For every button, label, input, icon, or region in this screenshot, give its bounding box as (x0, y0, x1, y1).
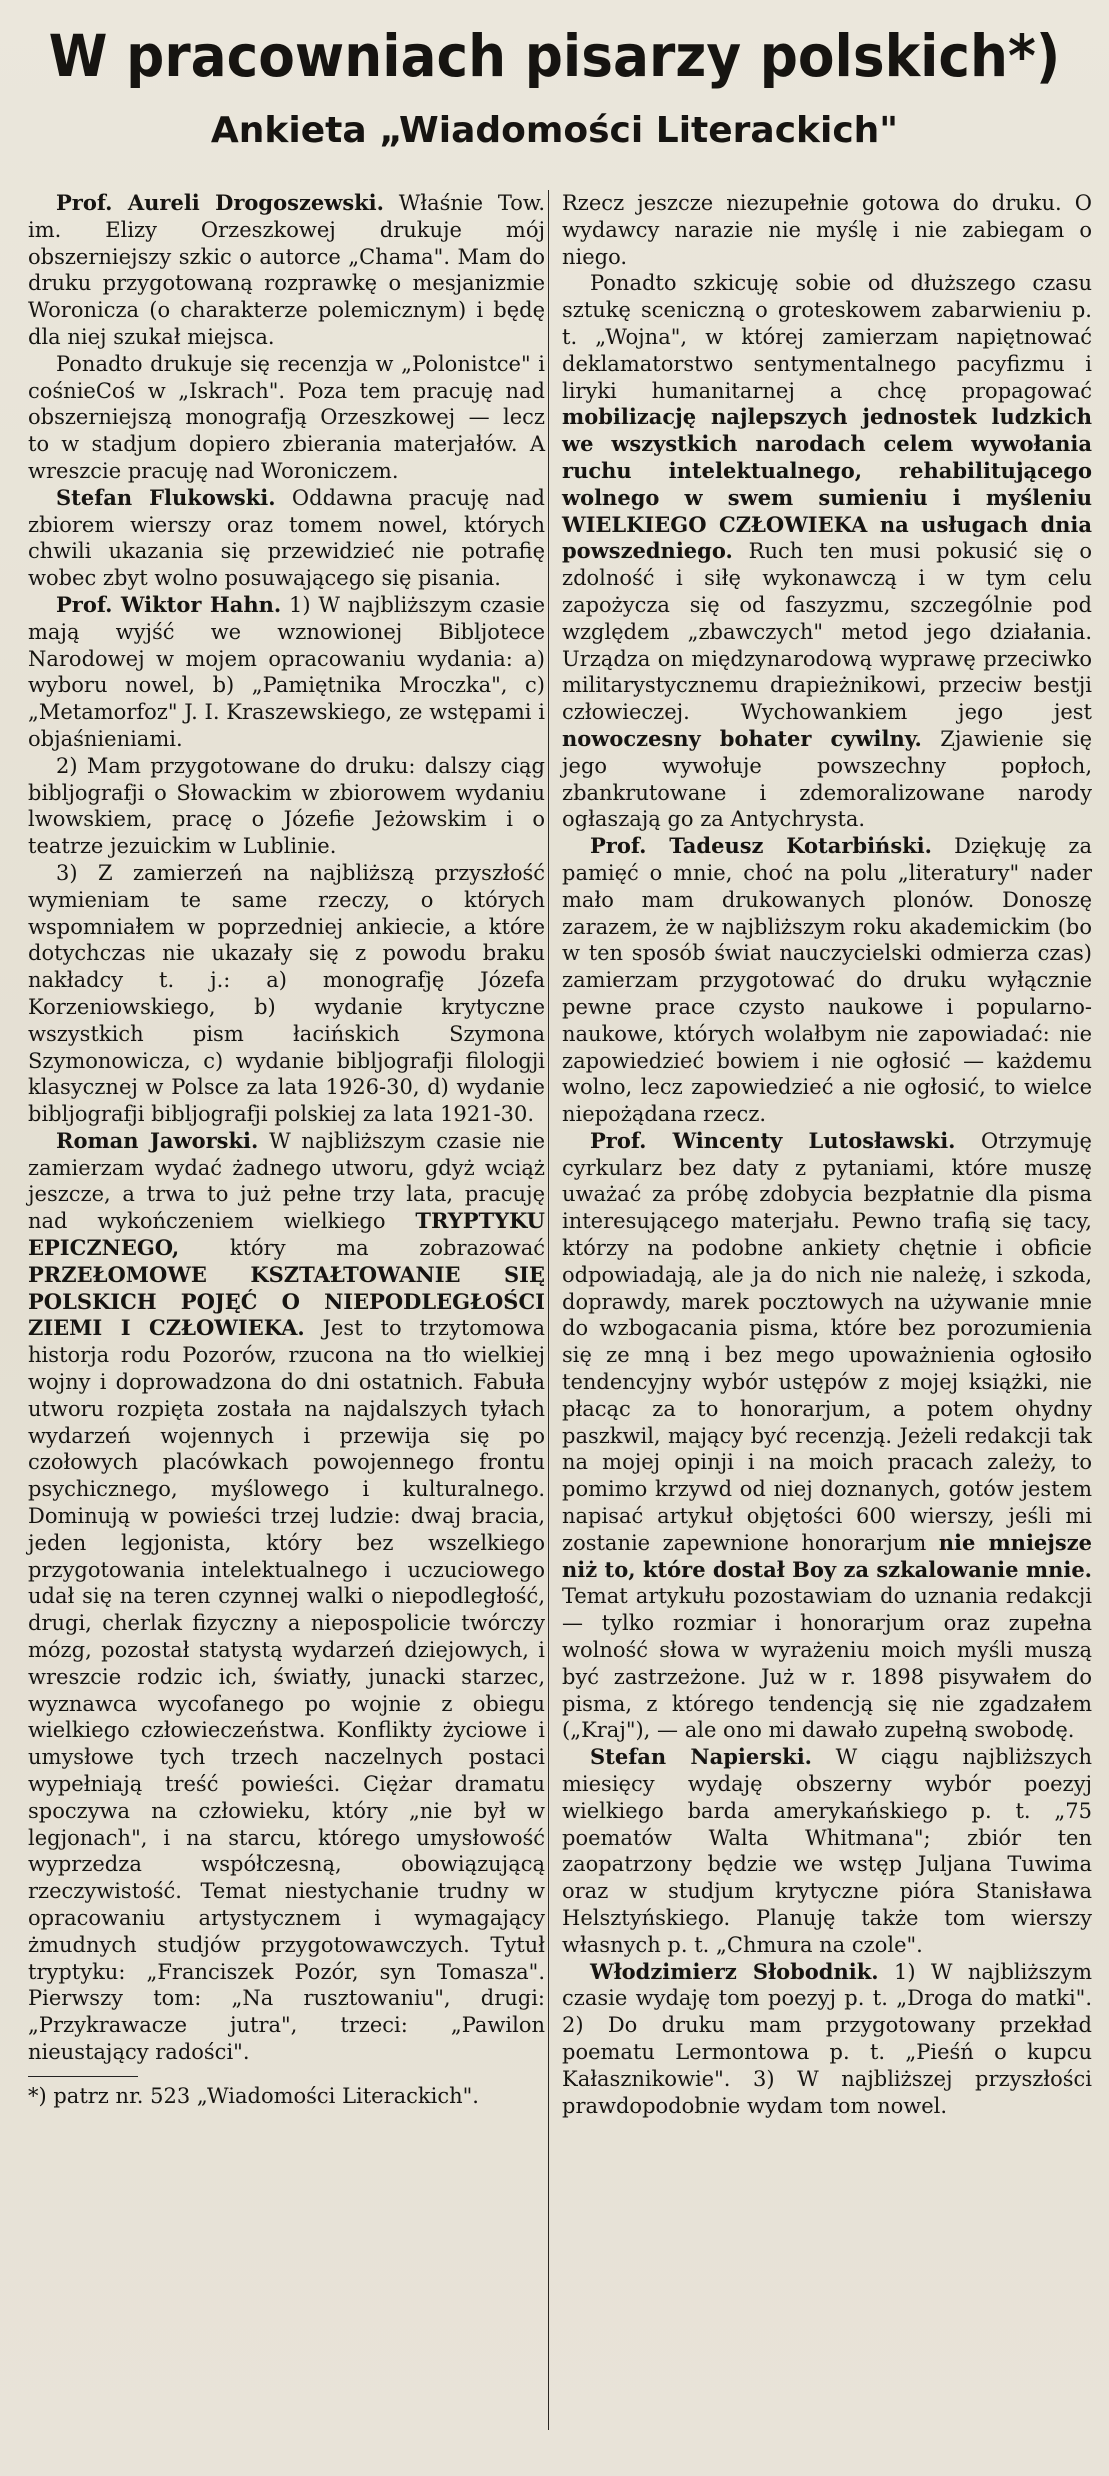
answer-text: W najbliższym czasie nie zamierzam wydać żadnego utworu, gdyż wciąż jeszcze, a trwa to już pełne trzy lata, pracuję nad wykończeniem wielkiego (28, 1128, 545, 1234)
answer-jaworski-cont: Rzecz jeszcze niezupełnie gotowa do druku. O wydawcy narazie nie myślę i nie zabiegam o niego. (562, 191, 1092, 269)
answer-drogoszewski-cont: Ponadto drukuje się recenzja w „Polonistce" i cośnieCoś w „Iskrach". Poza tem pracuję nad obszerniejszą monografją Orzeszkowej — lecz to w stadjum dopiero zbierania materjałów. A wreszcie pracuję nad Woroniczem. (28, 351, 545, 483)
answer-flukowski (28, 485, 545, 592)
answer-text: Ruch ten musi pokusić się o zdolność i siłę wykonawczą i w tym celu zapożycza się od faszyzmu, szczególnie pod względem „zbawczych" metod jego działania. Urządza on międzynarodową wyprawę przeciwko militarystycznemu drapieżnikowi, przeciw bestji człowieczej. Wychowankiem jego jest (562, 539, 1092, 725)
answer-hahn-3: 3) Z zamierzeń na najbliższą przyszłość wymieniam te same rzeczy, o których wspomniałem w poprzedniej ankiecie, a które dotychczas nie ukazały się z powodu braku nakładcy t. j.: a) monografję Józefa Korzeniowskiego, b) wydanie krytyczne wszystkich pism łacińskich Szymona Szymonowicza, c) wydanie bibljografji filologji klasycznej w Polsce za lata 1926-30, d) wydanie bibljografji bibljografji polskiej za lata 1921-30. (28, 860, 545, 1127)
answer-text: 1) W najbliższym czasie mają wyjść we wznowionej Bibljotece Narodowej w mojem opracowaniu wydania: a) wyboru nowel, b) „Pamiętnika Mroczka", c) „Metamorfoz" J. I. Kraszewskiego, ze wstępami i objaśnieniami. (28, 592, 545, 751)
left-column (28, 190, 545, 2110)
article-headline: W pracowniach pisarzy polskich*) (48, 22, 1061, 90)
answer-kotarbinski (562, 833, 1092, 1128)
author-name: Prof. Wincenty Lutosławski. (590, 1127, 956, 1153)
answer-text: Właśnie Tow. im. Elizy Orzeszkowej drukuje mój obszerniejszy szkic o autorce „Chama". Mam do druku przygotowaną rozprawkę o mesjanizmie Woronicza (o charakterze polemicznym) i będę dla niej szukał miejsca. (28, 191, 546, 349)
answer-text: Jest to trzytomowa historja rodu Pozorów, rzucona na tło wielkiej wojny i doprowadzona do dni ostatnich. Fabuła utworu rozpięta została na najdalszych tyłach wydarzeń wojennych i przewija się po czołowych placówkach powojennego frontu psychicznego, myślowego i kulturalnego. Dominują w powieści trzej ludzie: dwaj bracia, jeden legjonista, który bez wszelkiego przygotowania intelektualnego i uczuciowego udał się na teren czynnej walki o niepodległość, drugi, cherlak fizyczny a niepospolicie twórczy mózg, pozostał statystą wydarzeń dziejowych, i wreszcie rodzic ich, światły, junacki starzec, wyznawca wycofanego po wojnie z obiegu wielkiego człowieczeństwa. Konflikty życiowe i umysłowe tych trzech naczelnych postaci wypełniają treść powieści. Ciężar dramatu spoczywa na człowieku, który „nie był w legjonach", i na starcu, którego umysłowość wyprzedza współczesną, obowiązującą rzeczywistość. Temat niestychanie trudny w opracowaniu artystycznem i wymagający żmudnych studjów przygotowawczych. Tytuł tryptyku: „Franciszek Pozór, syn Tomasza". Pierwszy tom: „Na rusztowaniu", drugi: „Przykrawacze jutra", trzeci: „Pawilon nieustający radości". (28, 1316, 545, 2064)
answer-text: Dziękuję za pamięć o mnie, choć na polu „literatury" nader mało mam drukowanych plonów. Donoszę zarazem, że w najbliższym roku akademickim (bo w ten sposób świat nauczycielski odmierza czas) zamierzam przygotować do druku wyłącznie pewne prace czysto naukowe i popularno-naukowe, których wolałbym nie zapowiadać: nie zapowiedzieć bowiem i nie ogłosić — każdemu wolno, lecz zapowiedzieć a nie ogłosić, to wielce niepożądana rzecz. (562, 834, 1093, 1127)
author-name: Roman Jaworski. (56, 1127, 259, 1153)
answer-napierski (562, 1744, 1092, 1958)
footnote-rule (28, 2076, 138, 2077)
answer-text: Temat artykułu pozostawiam do uznania redakcji — tylko rozmiar i honorarjum oraz zupełna wolność słowa w wyrażeniu moich myśli muszą być zastrzeżone. Już w r. 1898 pisywałem do pisma, z którego tendencją się nie zgadzałem („Kraj"), — ale ono mi dawało zupełną swobodę. (562, 1584, 1092, 1743)
answer-lutoslawski (562, 1128, 1092, 1744)
emphasis-text: PRZEŁOMOWE KSZTAŁTOWANIE SIĘ POLSKICH POJĘĆ O NIEPODLEGŁOŚCI ZIEMI I CZŁOWIEKA. (28, 1261, 545, 1341)
author-name: Stefan Napierski. (590, 1744, 812, 1770)
author-name: Stefan Flukowski. (56, 484, 276, 510)
answer-jaworski (28, 1128, 545, 2066)
answer-text: Oddawna pracuję nad zbiorem wierszy oraz tomem nowel, których chwili ukazania się przewidzieć nie potrafię wobec zbyt wolno posuwającego się pisania. (28, 485, 545, 591)
footnote: *) patrz nr. 523 „Wiadomości Literackich". (28, 2083, 479, 2108)
author-name: Prof. Tadeusz Kotarbiński. (590, 833, 932, 859)
column-divider (548, 190, 549, 2430)
article-subtitle: Ankieta „Wiadomości Literackich" (210, 110, 899, 151)
answer-text: 1) W najbliższym czasie wydaję tom poezyj p. t. „Droga do matki". 2) Do druku mam przygotowany przekład poematu Lermontowa p. t. „Pieśń o kupcu Kałasznikowie". 3) W najbliższej przyszłości prawdopodobnie wydam tom nowel. (562, 1959, 1092, 2118)
author-name: Prof. Aureli Drogoszewski. (56, 190, 384, 215)
answer-hahn-2: 2) Mam przygotowane do druku: dalszy ciąg bibljografji o Słowackim w zbiorowem wydaniu lwowskiem, pracę o Józefie Jeżowskim i o teatrze jezuickim w Lublinie. (28, 753, 545, 859)
emphasis-text: mobilizację najlepszych jednostek ludzkich we wszystkich narodach celem wywołania ruchu intelektualnego, rehabilitującego wolnego w swem sumieniu i myśleniu WIELKIEGO CZŁOWIEKA na usługach dnia powszedniego. (562, 404, 1092, 564)
author-name: Włodzimierz Słobodnik. (590, 1958, 879, 1984)
answer-text: który ma zobrazować (179, 1236, 545, 1261)
answer-jaworski-cont-2 (562, 270, 1092, 833)
answer-hahn (28, 592, 545, 753)
emphasis-text: TRYPTYKU EPICZNEGO, (28, 1208, 545, 1261)
author-name: Prof. Wiktor Hahn. (56, 591, 282, 617)
answer-text: Ponadto szkicuję sobie od dłuższego czasu sztukę sceniczną o groteskowem zabarwieniu p. t. „Wojna", w której zamierzam napiętnować deklamatorstwo sentymentalnego pacyfizmu i liryki humanitarnej a chcę propagować (562, 271, 1092, 403)
answer-text: W ciągu najbliższych miesięcy wydaję obszerny wybór poezyj wielkiego barda amerykańskiego p. t. „75 poematów Walta Whitmana"; zbiór ten zaopatrzony będzie we wstęp Juljana Tuwima oraz w studjum krytyczne pióra Stanisława Helsztyńskiego. Planuję także tom wierszy własnych p. t. „Chmura na czole". (562, 1745, 1092, 1957)
right-column (562, 190, 1092, 2119)
emphasis-text: nie mniejsze niż to, które dostał Boy za szkalowanie mnie. (562, 1529, 1092, 1582)
answer-text: Zjawienie się jego wywołuje powszechny popłoch, zbankrutowane i zdemoralizowane narody ogłaszają go za Antychrysta. (562, 726, 1092, 832)
emphasis-text: nowoczesny bohater cywilny. (562, 725, 922, 751)
answer-drogoszewski (28, 190, 545, 351)
answer-slobodnik (562, 1959, 1092, 2120)
answer-text: Otrzymuję cyrkularz bez daty z pytaniami, które muszę uważać za próbę zdobycia bezpłatnie dla pisma interesującego materjału. Pewno trafią się tacy, którzy na podobne ankiety chętnie i obficie odpowiadają, ale ja do nich nie należę, i szkoda, doprawdy, marek pocztowych na używanie mnie do wzbogacania pisma, które bez porozumienia się ze mną i bez mego upoważnienia ogłosiło tendencyjny wybór ustępów z mojej książki, nie płacąc za to honorarjum, a potem ohydny paszkwil, mający być recenzją. Jeżeli redakcji tak na mojej opinji i na moich pracach zależy, to pomimo krzywd od niej doznanych, gotów jestem napisać artykuł objętości 600 wierszy, jeśli mi zostanie zapewnione honorarjum (562, 1128, 1092, 1555)
